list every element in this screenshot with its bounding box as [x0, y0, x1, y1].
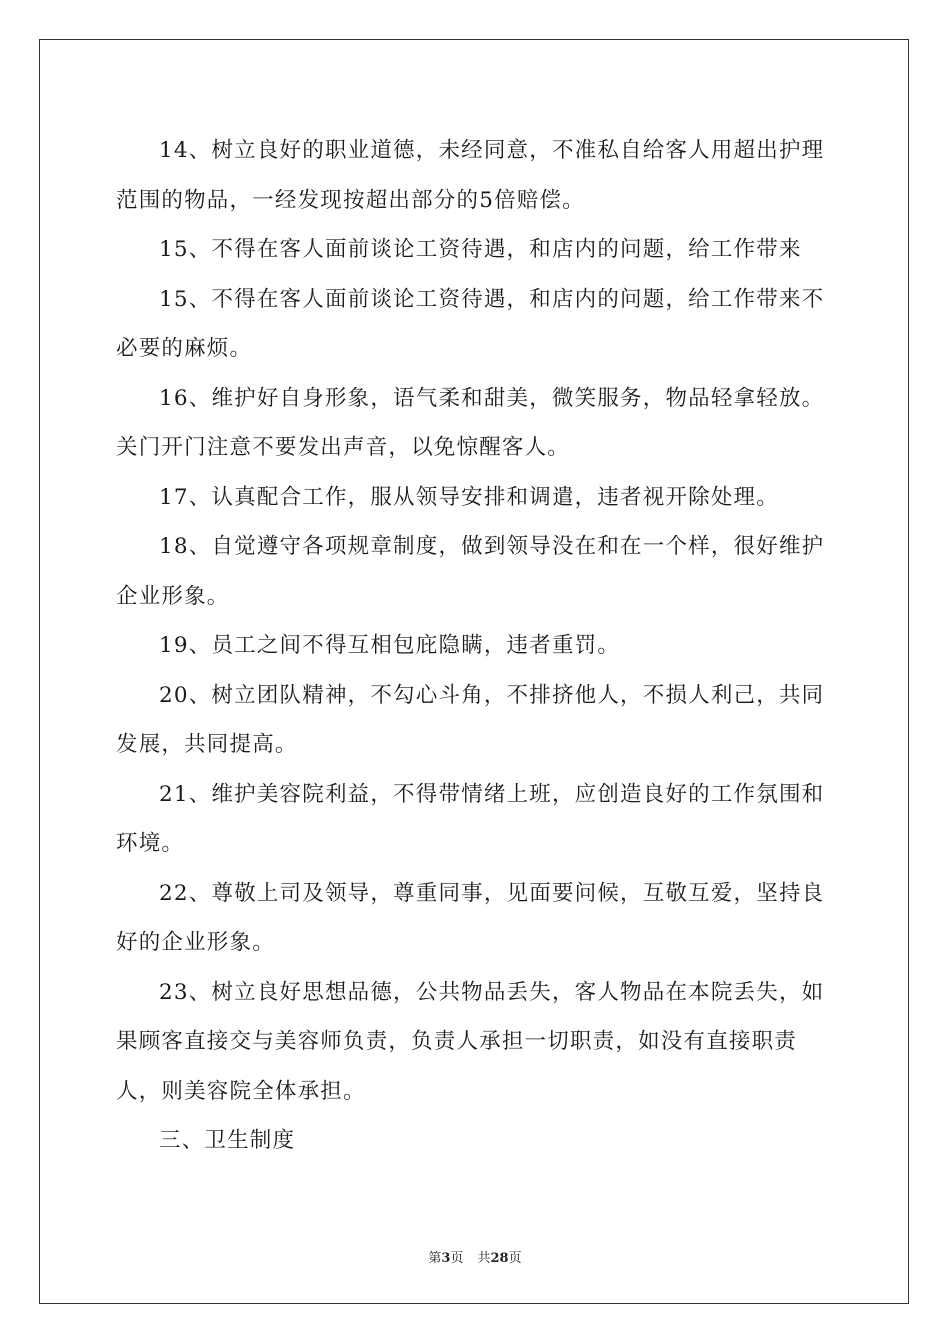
page-number: 3 — [441, 1251, 451, 1266]
paragraph-23: 23、树立良好思想品德，公共物品丢失，客人物品在本院丢失，如果顾客直接交与美容师负责，负责人承担一切职责，如没有直接职责人，则美容院全体承担。 — [116, 979, 825, 1104]
paragraph-15: 15、不得在客人面前谈论工资待遇，和店内的问题，给工作带来不必要的麻烦。 — [116, 286, 825, 361]
total-suffix: 页 — [508, 1251, 522, 1266]
paragraph-18: 18、自觉遵守各项规章制度，做到领导没在和在一个样，很好维护企业形象。 — [116, 534, 825, 609]
page-prefix: 第 — [428, 1251, 442, 1266]
document-body — [116, 126, 836, 1166]
paragraph-19: 19、员工之间不得互相包庇隐瞒，违者重罚。 — [159, 633, 621, 658]
section-heading-hygiene: 三、卫生制度 — [159, 1128, 296, 1153]
paragraph-22: 22、尊敬上司及领导，尊重同事，见面要问候，互敬互爱，坚持良好的企业形象。 — [116, 880, 825, 955]
total-prefix: 共 — [477, 1251, 491, 1266]
total-pages: 28 — [490, 1251, 509, 1266]
paragraph-15-fragment: 15、不得在客人面前谈论工资待遇，和店内的问题，给工作带来 — [159, 237, 802, 262]
paragraph-21: 21、维护美容院利益，不得带情绪上班，应创造良好的工作氛围和环境。 — [116, 781, 825, 856]
page-suffix: 页 — [450, 1251, 464, 1266]
page-footer — [0, 1247, 950, 1266]
paragraph-20: 20、树立团队精神，不勾心斗角，不排挤他人，不损人利己，共同发展，共同提高。 — [116, 682, 825, 757]
paragraph-17: 17、认真配合工作，服从领导安排和调遣，违者视开除处理。 — [159, 484, 779, 510]
paragraph-16: 16、维护好自身形象，语气柔和甜美，微笑服务，物品轻拿轻放。关门开门注意不要发出声音，以免惊醒客人。 — [116, 385, 825, 460]
paragraph-14: 14、树立良好的职业道德，未经同意，不准私自给客人用超出护理范围的物品，一经发现按超出部分的5倍赔偿。 — [116, 138, 825, 213]
